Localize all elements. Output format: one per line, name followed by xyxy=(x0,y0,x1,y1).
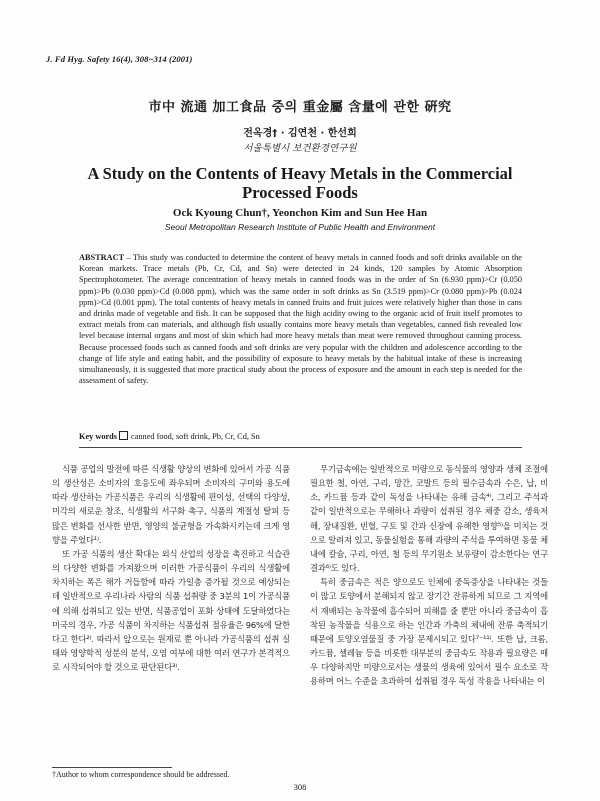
section-divider xyxy=(79,447,522,448)
body-paragraph: 특히 중금속은 적은 양으로도 인체에 중독증상을 나타내는 것들이 많고 토양에서 분해되지 않고 장기간 잔류하게 되므로 그 지역에서 재배되는 농작물에 흡수되어 피해를 줄 뿐만 아니라 중금속이 흡착된 농작물을 식용으로 하는 인간과 가축의 체내에 잔류 축적되기 때문에 토양오염물질 중 가장 문제시되고 있다⁷⁻¹¹⁾. 또한 납, 크롬, 카드뮴, 셀레늄 등을 비롯한 대부분의 중금속도 작용과 필요량은 매우 다양하지만 미량으로서는 생물의 생육에 있어서 필수 요소로 작용하며 어느 수준을 초과하여 섭취될 경우 독성 작용을 나타내는 이 xyxy=(310,577,548,687)
body-paragraph: 무기금속에는 일반적으로 미량으로 동식물의 영양과 생체 조절에 필요한 철, 아연, 구리, 망간, 코발트 등의 필수금속과 수은, 납, 비소, 카드뮴 등과 같이 독성을 나타내는 유해 금속⁴⁾, 그리고 주석과 같이 일반적으로는 무해하나 과량이 섭취된 경우 체중 감소, 생육저해, 장내질환, 빈혈, 구토 및 간과 신장에 유해한 영향⁵⁾을 미치는 것으로 알려져 있고, 동물실험을 통해 과량의 주석을 투여하면 동물 체내에 칼슘, 구리, 아연, 철 등의 무기원소 보유량이 감소한다는 연구 결과⁶⁾도 있다. xyxy=(310,464,548,574)
journal-header: J. Fd Hyg. Safety 16(4), 308~314 (2001) xyxy=(46,54,193,64)
english-title xyxy=(40,164,560,202)
keywords-text: canned food, soft drink, Pb, Cr, Cd, Sn xyxy=(131,432,260,441)
checkbox-square-icon xyxy=(119,431,128,440)
keywords-label: Key words xyxy=(79,432,118,441)
footnote: †Author to whom correspondence should be addressed. xyxy=(52,770,230,779)
body-column-right xyxy=(310,462,548,689)
footnote-divider xyxy=(52,767,172,768)
abstract-label: ABSTRACT xyxy=(79,253,125,262)
english-affiliation: Seoul Metropolitan Research Institute of Public Health and Environment xyxy=(164,222,436,232)
english-title-line2: Processed Foods xyxy=(242,183,358,202)
korean-affiliation: 서울특별시 보건환경연구원 xyxy=(243,143,357,154)
body-paragraph: 또 가공 식품의 생산 확대는 외식 산업의 성장을 촉진하고 식습관의 다양한 변화를 가져왔으며 이러한 가공식품이 우리의 식생활에 차지하는 폭은 해가 거듭함에 따라 가일층 증가될 것으로 예상되는데 일반적으로 우리나라 사람의 식품 섭취량 중 3분의 1이 가공식품에 의해 섭취되고 있는 반면, 식품공업이 포화 상태에 도달하였다는 미국의 경우, 가공 식품이 차지하는 식품섭취 점유율은 96%에 달한다고 한다²⁾. 따라서 앞으로는 원재료 뿐 아니라 가공식품의 섭취 실태와 영양학적 성분의 분석, 오염 여부에 대한 여러 연구가 본격적으로 시작되어야 할 것으로 판단된다³⁾. xyxy=(52,548,290,673)
abstract-text: – This study was conducted to determine the content of heavy metals in canned foods and soft drinks available on the Korean markets. Trace metals (Pb, Cr, Cd, and Sn) were detected in 24 kinds, 120 samples by Atomic Absorption Spectrophotometer. The average concentration of heavy metals in canned foods was in the order of Sn (6.930 ppm)>Cr (0.050 ppm)>Pb (0.030 ppm)>Cd (0.008 ppm), which was the same order in soft drinks as Sn (3.519 ppm)>Cr (0.080 ppm)>Pb (0.024 ppm)>Cd (0.001 ppm). The total contents of heavy metals in canned fruits and fruit juices were relatively higher than those in cans and drinks made of vegetable and fish. It can be supposed that the high acidity owing to the organic acid of fruit itself promotes to extract metals from can materials, and although fish usually contains more heavy metals than vegetables, canned fish revealed low level because internal organs and most of skin which had more heavy metals than meat were removed throughout canning process. Because processed foods such as canned foods and soft drinks are very popular with the children and adolescence according to the change of life style and eating habit, and the possibility of exposure to heavy metals by the habitual intake of these is increasing simultaneously, it is suggested that more practical study about the process of exposure and the amount in each step is needed for the assessment of safety. xyxy=(79,253,522,386)
korean-title: 市中 流通 加工食品 중의 重金屬 含量에 관한 硏究 xyxy=(148,100,452,115)
abstract xyxy=(79,252,522,386)
korean-authors: 전옥경† · 김연천 · 한선희 xyxy=(243,128,357,139)
body-paragraph: 식품 공업의 발전에 따른 식생활 양상의 변화에 있어서 가공 식품의 생산성은 소비자의 호응도에 좌우되며 소비자의 구미와 용도에 따라 생산하는 가공식품은 우리의 식생활에 편이성, 선택의 다양성, 미각의 새로운 창조, 식생활의 서구화 촉구, 식품의 계절성 탈피 등 많은 변화를 선사한 반면, 영양의 불균형을 가속화시키는데 크게 영향을 주었다¹⁾. xyxy=(52,464,290,545)
page-number: 308 xyxy=(293,782,307,792)
english-title-line1: A Study on the Contents of Heavy Metals in the Commercial xyxy=(87,164,513,183)
english-authors: Ock Kyoung Chun†, Yeonchon Kim and Sun Hee Han xyxy=(172,207,428,219)
body-column-left xyxy=(52,462,290,674)
keywords xyxy=(79,431,260,441)
